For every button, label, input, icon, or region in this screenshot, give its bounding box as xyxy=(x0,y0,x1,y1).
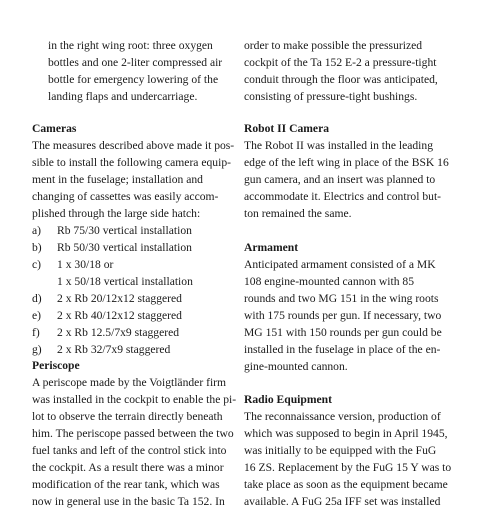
body-line: consisting of pressure-tight bushings. xyxy=(244,90,418,103)
body-line: bottle for emergency lowering of the xyxy=(48,73,219,86)
body-line: available. A FuG 25a IFF set was installed xyxy=(244,495,441,508)
list-item-letter: g) xyxy=(32,343,42,356)
section-heading-cameras: Cameras xyxy=(32,122,77,135)
section-heading-radio-equipment: Radio Equipment xyxy=(244,393,332,406)
body-line: was initially to be equipped with the FuG xyxy=(244,444,437,457)
body-line: plished through the large side hatch: xyxy=(32,207,201,220)
body-line: 16 ZS. Replacement by the FuG 15 Y was to xyxy=(244,461,452,474)
body-line: ment in the fuselage; installation and xyxy=(32,173,203,186)
body-line: changing of cassettes was easily accom- xyxy=(32,190,219,203)
body-line: modification of the rear tank, which was xyxy=(32,478,220,491)
body-line: 108 engine-mounted cannon with 85 xyxy=(244,275,415,288)
body-line: gine-mounted cannon. xyxy=(244,360,348,373)
list-item-text: 2 x Rb 12.5/7x9 staggered xyxy=(57,326,180,339)
list-item-text: 2 x Rb 32/7x9 staggered xyxy=(57,343,171,356)
list-item xyxy=(32,256,232,273)
list-item xyxy=(32,290,232,307)
list-item-text: 2 x Rb 40/12x12 staggered xyxy=(57,309,182,322)
list-item xyxy=(32,222,232,239)
section-heading-armament: Armament xyxy=(244,241,299,254)
body-line: MG 151 with 150 rounds per gun could be xyxy=(244,326,442,339)
body-line: rounds and two MG 151 in the wing roots xyxy=(244,292,439,305)
list-item xyxy=(32,307,232,324)
list-item-text: Rb 75/30 vertical installation xyxy=(57,224,192,237)
body-line: installed in the fuselage in place of the en- xyxy=(244,343,441,356)
body-line: take place as soon as the equipment became xyxy=(244,478,448,491)
body-line: now in general use in the basic Ta 152. In xyxy=(32,495,225,508)
body-line: landing flaps and undercarriage. xyxy=(48,90,198,103)
body-line: A periscope made by the Voigtländer firm xyxy=(32,376,227,389)
body-line: was installed in the cockpit to enable the pi- xyxy=(32,393,237,406)
list-item-letter: e) xyxy=(32,309,42,322)
body-line: edge of the left wing in place of the BSK 16 xyxy=(244,156,449,169)
list-item xyxy=(32,341,232,358)
body-line: gun camera, and an insert was planned to xyxy=(244,173,436,186)
list-item-letter: c) xyxy=(32,258,42,271)
section-heading-robot-camera: Robot II Camera xyxy=(244,122,330,135)
body-line: conduit through the floor was anticipated, xyxy=(244,73,438,86)
body-line: fuel tanks and left of the control stick into xyxy=(32,444,227,457)
body-line: The measures described above made it pos- xyxy=(32,139,235,152)
body-line: order to make possible the pressurized xyxy=(244,39,423,52)
list-item-text: 1 x 30/18 or xyxy=(57,258,114,271)
body-line: lot to observe the terrain directly beneath xyxy=(32,410,223,423)
body-line: Anticipated armament consisted of a MK xyxy=(244,258,436,271)
list-item-letter: d) xyxy=(32,292,42,305)
body-line: ton remained the same. xyxy=(244,207,352,220)
body-line: which was supposed to begin in April 1945, xyxy=(244,427,448,440)
body-line: bottles and one 2-liter compressed air xyxy=(48,56,223,69)
body-line: cockpit of the Ta 152 E-2 a pressure-tight xyxy=(244,56,437,69)
body-line: The reconnaissance version, production of xyxy=(244,410,441,423)
body-line: accommodate it. Electrics and control but- xyxy=(244,190,442,203)
list-item-text: 2 x Rb 20/12x12 staggered xyxy=(57,292,182,305)
body-line: him. The periscope passed between the two xyxy=(32,427,234,440)
section-heading-periscope: Periscope xyxy=(32,359,80,372)
body-line: with 175 rounds per gun. If necessary, two xyxy=(244,309,442,322)
list-item-text: 1 x 50/18 vertical installation xyxy=(57,275,193,288)
list-item xyxy=(32,239,232,256)
body-line: sible to install the following camera equip- xyxy=(32,156,231,169)
list-item-letter: f) xyxy=(32,326,40,339)
body-line: the cockpit. As a result there was a minor xyxy=(32,461,224,474)
list-item-letter: a) xyxy=(32,224,42,237)
list-item-text: Rb 50/30 vertical installation xyxy=(57,241,192,254)
list-item xyxy=(32,273,232,290)
list-item-letter: b) xyxy=(32,241,42,254)
list-item xyxy=(32,324,232,341)
body-line: The Robot II was installed in the leading xyxy=(244,139,433,152)
body-line: in the right wing root: three oxygen xyxy=(48,39,213,52)
